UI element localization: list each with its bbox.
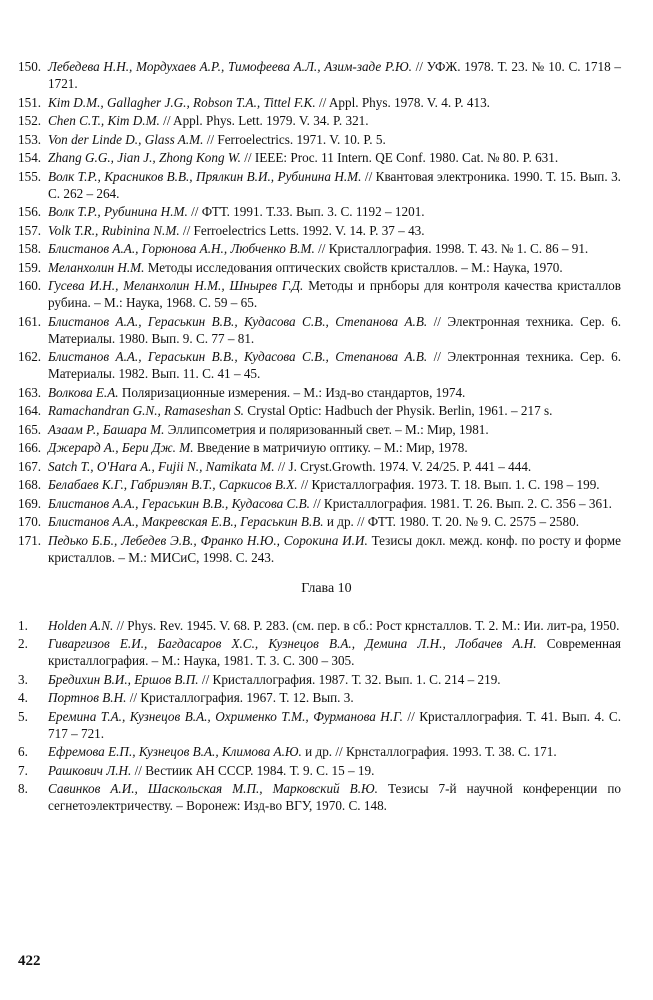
reference-authors: Von der Linde D., Glass A.M.	[48, 131, 204, 147]
reference-authors: Джерард А., Бери Дж. М.	[48, 440, 194, 455]
reference-details: Crystal Optic: Hadbuch der Physik. Berlin, 1961. – 217 s.	[243, 403, 553, 418]
reference-details: Эллипсометрия и поляризованный свет. – М.: Мир, 1981.	[164, 421, 489, 437]
reference-details: и др. // ФТТ. 1980. Т. 20. № 9. С. 2575 – 2580.	[323, 514, 580, 529]
reference-number: 150.	[18, 59, 42, 74]
reference-details: и др. // Крнсталлография. 1993. Т. 38. С. 171.	[301, 744, 557, 759]
reference-details: // Кристаллография. 1973. Т. 18. Вып. 1. С. 198 – 199.	[297, 477, 600, 492]
reference-text	[48, 671, 621, 688]
reference-details: // Квантовая электроника. 1990. Т. 15. Вып. 3. С. 262 – 264.	[48, 168, 621, 201]
reference-item	[18, 222, 621, 239]
reference-number: 155.	[18, 168, 42, 184]
reference-text	[48, 240, 621, 257]
reference-text	[48, 402, 621, 419]
reference-item	[18, 259, 621, 276]
reference-number: 151.	[18, 94, 42, 110]
reference-text	[48, 513, 621, 530]
reference-item	[18, 94, 621, 111]
reference-item	[18, 384, 621, 401]
reference-authors: Волк Т.Р., Рубинина Н.М.	[48, 204, 188, 219]
reference-details: // Appl. Phys. Lett. 1979. V. 34. P. 321.	[159, 113, 369, 128]
reference-number: 6.	[18, 744, 28, 759]
reference-details: Методы исследования оптических свойств кристаллов. – М.: Наука, 1970.	[144, 259, 563, 275]
reference-text	[48, 780, 621, 814]
reference-item	[18, 532, 621, 566]
reference-authors: Блистанов А.А., Горюнова А.Н., Любченко В.М.	[48, 241, 315, 256]
reference-authors: Педько Б.Б., Лебедев Э.В., Франко Н.Ю., Сорокина И.И.	[48, 532, 368, 548]
reference-item	[18, 513, 621, 530]
chapter-heading: Глава 10	[301, 580, 352, 596]
reference-authors: Volk T.R., Rubinina N.M.	[48, 222, 180, 238]
reference-text	[48, 168, 621, 202]
reference-authors: Блистанов А.А., Гераськин В.В., Кудасова С.В.	[48, 495, 310, 511]
reference-text	[48, 476, 621, 493]
reference-text	[48, 762, 621, 779]
reference-item	[18, 439, 621, 456]
reference-number: 152.	[18, 113, 42, 128]
reference-item	[18, 617, 621, 634]
reference-item	[18, 240, 621, 257]
reference-authors: Лебедева Н.Н., Мордухаев А.Р., Тимофеева А.Л., Азим-заде Р.Ю.	[48, 59, 412, 74]
reference-item	[18, 689, 621, 706]
reference-number: 163.	[18, 384, 42, 400]
reference-number: 159.	[18, 259, 42, 275]
reference-text	[48, 439, 621, 456]
reference-authors: Kim D.M., Gallagher J.G., Robson T.A., Tittel F.K.	[48, 94, 316, 110]
reference-details: // IEEE: Proc. 11 Intern. QE Conf. 1980. Cat. № 80. P. 631.	[240, 150, 559, 165]
reference-authors: Портнов В.Н.	[48, 690, 127, 705]
reference-item	[18, 458, 621, 475]
reference-number: 8.	[18, 781, 28, 796]
reference-authors: Бредихин В.И., Ершов В.П.	[48, 671, 199, 687]
reference-details: // Phys. Rev. 1945. V. 68. P. 283. (см. пер. в сб.: Рост крнсталлов. Т. 2. М.: Ии. лит-ра, 1950.	[113, 617, 620, 633]
reference-authors: Еремина Т.А., Кузнецов В.А., Охрименко Т.М., Фурманова Н.Г.	[48, 708, 403, 724]
reference-text	[48, 708, 621, 742]
reference-details: Поляризационные измерения. – М.: Изд-во стандартов, 1974.	[118, 384, 466, 400]
page-number: 422	[18, 953, 41, 969]
reference-authors: Волкова Е.А.	[48, 384, 119, 400]
reference-number: 2.	[18, 636, 28, 651]
reference-item	[18, 671, 621, 688]
reference-authors: Гусева И.Н., Меланхолин Н.М., Шнырев Г.Д.	[48, 278, 304, 293]
reference-list-chapter-9	[0, 58, 653, 566]
reference-authors: Satch T., O'Hara A., Fujii N., Namikata M.	[48, 458, 275, 474]
reference-number: 156.	[18, 204, 42, 219]
reference-item	[18, 277, 621, 311]
reference-authors: Волк Т.Р., Красников В.В., Прялкин В.И., Рубинина Н.М.	[48, 168, 362, 184]
reference-authors: Ramachandran G.N., Ramaseshan S.	[48, 403, 244, 418]
reference-text	[48, 131, 621, 148]
reference-authors: Гиваргизов Е.И., Багдасаров Х.С., Кузнецов В.А., Демина Л.Н., Лобачев А.Н.	[48, 636, 537, 651]
reference-list-chapter-10	[0, 617, 653, 815]
reference-text	[48, 259, 621, 276]
reference-authors: Савинков А.И., Шаскольская М.П., Марковский В.Ю.	[48, 781, 378, 796]
reference-text	[48, 689, 621, 706]
reference-text	[48, 635, 621, 669]
reference-text	[48, 313, 621, 347]
reference-text	[48, 495, 621, 512]
reference-number: 3.	[18, 671, 28, 687]
reference-details: // Вестиик АН СССР. 1984. Т. 9. С. 15 – 19.	[131, 762, 375, 778]
reference-item	[18, 495, 621, 512]
reference-details: Тезисы докл. межд. конф. по росту и форме кристаллов. – М.: МИСиС, 1998. С. 243.	[48, 532, 621, 565]
reference-item	[18, 348, 621, 382]
reference-details: // УФЖ. 1978. Т. 23. № 10. С. 1718 – 1721.	[48, 59, 621, 91]
reference-number: 170.	[18, 514, 42, 529]
reference-authors: Ефремова Е.П., Кузнецов В.А., Климова А.Ю.	[48, 744, 302, 759]
reference-details: Тезисы 7-й научной конференции по сегнетоэлектричеству. – Воронеж: Изд-во ВГУ, 1970. С. 148.	[48, 781, 621, 813]
reference-number: 157.	[18, 222, 42, 238]
reference-number: 1.	[18, 617, 28, 633]
reference-number: 154.	[18, 150, 42, 165]
reference-text	[48, 58, 621, 92]
reference-item	[18, 421, 621, 438]
reference-number: 160.	[18, 278, 42, 293]
reference-item	[18, 762, 621, 779]
reference-authors: Chen C.T., Kim D.M.	[48, 113, 160, 128]
reference-text	[48, 222, 621, 239]
reference-details: Современная кристаллография. – М.: Наука, 1981. Т. 3. С. 300 – 305.	[48, 636, 621, 668]
reference-number: 169.	[18, 495, 42, 511]
reference-authors: Белабаев К.Г., Габриэлян В.Т., Саркисов В.Х.	[48, 477, 298, 492]
reference-text	[48, 348, 621, 382]
reference-details: // Ferroelectrics Letts. 1992. V. 14. P. 37 – 43.	[179, 222, 425, 238]
reference-item	[18, 313, 621, 347]
reference-authors: Блистанов А.А., Макревская Е.В., Гераськин В.В.	[48, 514, 324, 529]
reference-details: // J. Cryst.Growth. 1974. V. 24/25. P. 441 – 444.	[274, 458, 532, 474]
reference-number: 4.	[18, 690, 28, 705]
reference-item	[18, 635, 621, 669]
reference-text	[48, 277, 621, 311]
reference-item	[18, 203, 621, 220]
reference-number: 171.	[18, 532, 42, 548]
reference-details: // Кристаллография. 1967. Т. 12. Вып. 3.	[126, 690, 354, 705]
reference-authors: Zhang G.G., Jian J., Zhong Kong W.	[48, 150, 241, 165]
reference-authors: Блистанов А.А., Гераськин В.В., Кудасова С.В., Степанова А.В.	[48, 313, 428, 329]
reference-number: 162.	[18, 349, 42, 364]
reference-details: Методы и прнборы для контроля качества кристаллов рубина. – М.: Наука, 1968. С. 59 – 65.	[48, 278, 621, 310]
reference-authors: Блистанов А.А., Гераськин В.В., Кудасова С.В., Степанова А.В.	[48, 349, 428, 364]
reference-number: 167.	[18, 458, 42, 474]
reference-text	[48, 384, 621, 401]
reference-details: // Кристаллография. 1981. Т. 26. Вып. 2. С. 356 – 361.	[309, 495, 612, 511]
reference-number: 161.	[18, 313, 42, 329]
reference-number: 164.	[18, 403, 42, 418]
reference-item	[18, 168, 621, 202]
reference-number: 166.	[18, 440, 42, 455]
reference-text	[48, 149, 621, 166]
reference-number: 168.	[18, 477, 42, 492]
reference-number: 7.	[18, 762, 28, 778]
reference-details: // Ferroelectrics. 1971. V. 10. P. 5.	[203, 131, 386, 147]
reference-text	[48, 617, 621, 634]
reference-number: 158.	[18, 241, 42, 256]
reference-item	[18, 149, 621, 166]
reference-text	[48, 458, 621, 475]
reference-text	[48, 94, 621, 111]
reference-item	[18, 58, 621, 92]
reference-item	[18, 708, 621, 742]
reference-item	[18, 131, 621, 148]
reference-authors: Рашкович Л.Н.	[48, 762, 132, 778]
reference-details: // Электронная техника. Сер. 6. Материалы. 1982. Вып. 11. С. 41 – 45.	[48, 349, 621, 381]
reference-item	[18, 476, 621, 493]
reference-text	[48, 532, 621, 566]
reference-details: // Кристаллография. 1998. Т. 43. № 1. С. 86 – 91.	[314, 241, 589, 256]
reference-number: 5.	[18, 708, 28, 724]
reference-details: // Электронная техника. Сер. 6. Материалы. 1980. Вып. 9. С. 77 – 81.	[48, 313, 621, 346]
reference-details: // Appl. Phys. 1978. V. 4. P. 413.	[315, 94, 490, 110]
reference-number: 165.	[18, 421, 42, 437]
reference-details: // ФТТ. 1991. Т.33. Вып. 3. С. 1192 – 1201.	[187, 204, 425, 219]
reference-number: 153.	[18, 131, 42, 147]
reference-item	[18, 112, 621, 129]
reference-details: // Кристаллография. Т. 41. Вып. 4. С. 717 – 721.	[48, 708, 621, 741]
reference-item	[18, 402, 621, 419]
reference-item	[18, 743, 621, 760]
reference-authors: Азаам Р., Башара М.	[48, 421, 165, 437]
reference-text	[48, 421, 621, 438]
reference-text	[48, 743, 621, 760]
reference-details: // Кристаллография. 1987. Т. 32. Вып. 1. С. 214 – 219.	[198, 671, 501, 687]
reference-authors: Меланхолин Н.М.	[48, 259, 145, 275]
reference-details: Введение в матричиую оптику. – М.: Мир, 1978.	[193, 440, 468, 455]
reference-authors: Holden A.N.	[48, 617, 114, 633]
reference-item	[18, 780, 621, 814]
reference-text	[48, 112, 621, 129]
reference-text	[48, 203, 621, 220]
